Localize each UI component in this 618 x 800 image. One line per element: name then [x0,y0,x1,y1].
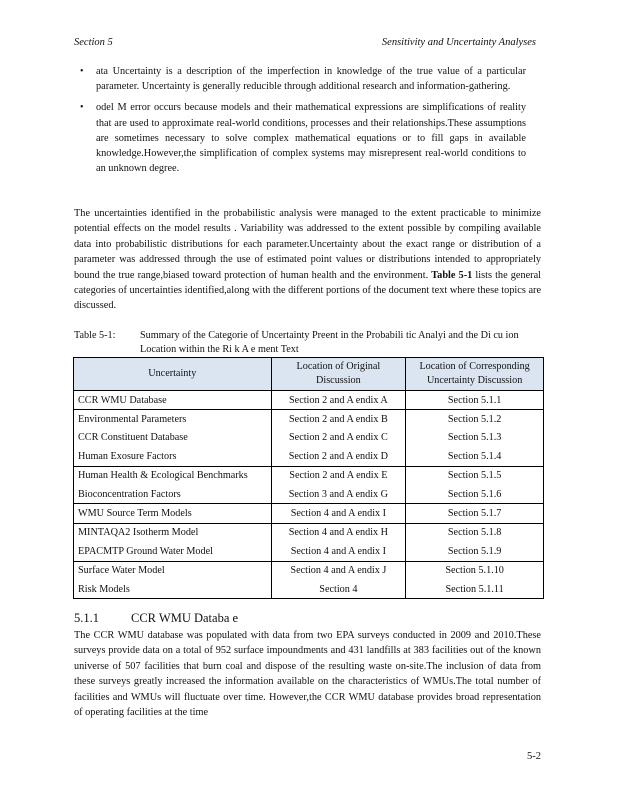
bullet-text: M error occurs because models and their mathematical expressions are simplifications of reality that are used to approximate real-world conditions, processes and their relationships.These assumptions are sometimes necessary to solve complex mathematical equations or to fill gaps in available knowledge.However,the simplification of complex systems may misrepresent real-world conditions to an unknown degree. [96,102,526,175]
bullet-term: odel [96,102,114,114]
table-cell: Section 4 and A endix H [271,523,406,542]
table-cell: Human Health & Ecological Benchmarks [74,466,272,485]
list-item [80,100,526,176]
table-caption-label: Table 5-1: [74,330,116,341]
table-cell: Section 5.1.8 [406,523,544,542]
section-heading [74,611,238,626]
table-cell: EPACMTP Ground Water Model [74,542,272,561]
table-cell: Section 5.1.6 [406,485,544,504]
table-cell: CCR Constituent Database [74,429,272,447]
uncertainty-table [73,357,544,599]
uncertainty-bullet-list [80,64,526,182]
table-cell: Section 5.1.5 [406,466,544,485]
table-caption-text: Summary of the Categorie of Uncertainty Preent in the Probabili tic Analyi and the Di cu ion Location within the Ri k A e ment Text [140,330,519,355]
table-cell: Section 5.1.10 [406,561,544,580]
running-header-title: Sensitivity and Uncertainty Analyses [381,37,536,48]
table-cell: Section 5.1.9 [406,542,544,561]
table-cell: Section 2 and A endix E [271,466,406,485]
table-row [74,504,544,523]
table-cell: Section 5.1.7 [406,504,544,523]
paragraph-text: The uncertainties identified in the probabilistic analysis were managed to the extent practicable to minimize potential effects on the model results . Variability was addressed to the extent possible by compiling available data into probabilistic distributions for each parameter.Uncertainty about the exact range or distribution of a parameter was addressed through the use of estimated point values or distributions intended to appropriately bound the true range,biased toward protection of human health and the environment. [74,208,541,281]
table-row [74,485,544,504]
table-cell: Section 2 and A endix C [271,429,406,447]
table-cell: MINTAQA2 Isotherm Model [74,523,272,542]
table-row [74,429,544,447]
database-paragraph: The CCR WMU database was populated with data from two EPA surveys conducted in 2009 and 2010.These surveys provide data on a total of 952 surface impoundments and 431 landfills at 383 facilities out of the known universe of 507 facilities that burn coal and dispose of the resulting waste on-site.The inclusion of data from these surveys greatly increased the information available on the characteristics of WMUs.The total number of facilities and WMUs will fluctuate over time. However,the CCR WMU database provides broad representation of operating facilities at the time [74,630,541,719]
table-cell: CCR WMU Database [74,391,272,410]
table-cell: Bioconcentration Factors [74,485,272,504]
table-row [74,523,544,542]
table-header-row [74,358,544,391]
table-cell: Surface Water Model [74,561,272,580]
section-number: 5.1.1 [74,611,99,625]
table-reference: Table 5-1 [431,269,473,281]
bullet-text: Uncertainty is a description of the imperfection in knowledge of the true value of a particular parameter. Uncertainty is generally reducible through additional research and information-gathering. [96,66,526,93]
table-caption [74,329,541,356]
table-cell: Section 5.1.1 [406,391,544,410]
table-cell: Human Exosure Factors [74,447,272,466]
table-cell: Section 4 and A endix J [271,561,406,580]
uncertainty-paragraph [74,206,541,314]
table-row [74,542,544,561]
table-cell: Section 4 [271,580,406,599]
table-row [74,391,544,410]
running-header-section: Section 5 [74,37,113,48]
bullet-icon: • [80,102,84,114]
table-cell: Section 5.1.3 [406,429,544,447]
column-header: Location of Original Discussion [271,358,406,391]
table-cell: Section 5.1.11 [406,580,544,599]
table-row [74,561,544,580]
table-row [74,580,544,599]
column-header: Uncertainty [74,358,272,391]
column-header: Location of Corresponding Uncertainty Discussion [406,358,544,391]
table-cell: Section 2 and A endix A [271,391,406,410]
table-cell: Section 2 and A endix B [271,410,406,429]
table-cell: Environmental Parameters [74,410,272,429]
table-cell: Section 5.1.4 [406,447,544,466]
table-row [74,466,544,485]
table-cell: Section 4 and A endix I [271,504,406,523]
table-row [74,447,544,466]
table-cell: Section 2 and A endix D [271,447,406,466]
table-cell: Risk Models [74,580,272,599]
section-title: CCR WMU Databa e [131,611,239,625]
bullet-icon: • [80,66,84,77]
table-cell: Section 3 and A endix G [271,485,406,504]
bullet-term: ata [96,66,109,77]
table-cell: Section 4 and A endix I [271,542,406,561]
list-item [80,64,526,94]
paragraph-text: lists the general categories of uncertainties identified,along with the different portions of the document text where these topics are discussed. [74,269,542,312]
table-cell: Section 5.1.2 [406,410,544,429]
page-number: 5-2 [527,751,541,762]
table-row [74,410,544,429]
table-cell: WMU Source Term Models [74,504,272,523]
